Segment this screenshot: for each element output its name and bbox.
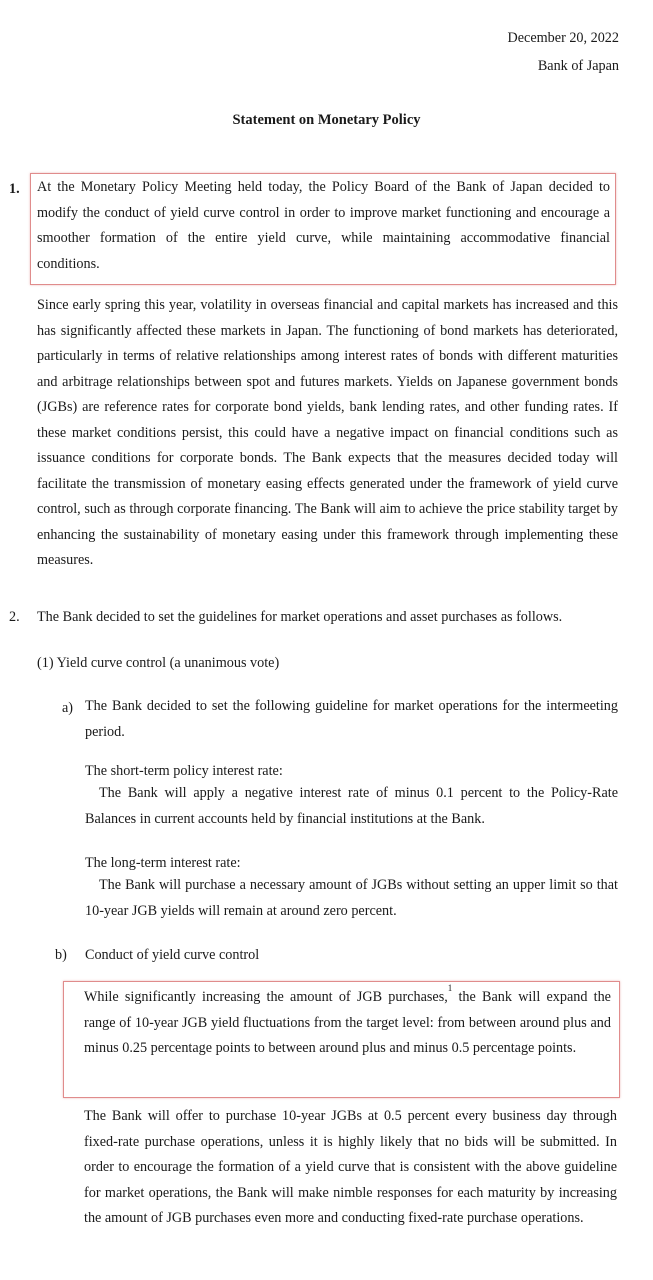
item-b-body: The Bank will offer to purchase 10-year JGBs at 0.5 percent every business day through fixed-rate purchase operations, unless it is highly likely that no bids will be submitted. In order to encourage the formation of a yield curve that is consistent with the above guideline for market operations, the Bank will make nimble responses for each maturity by increasing the amount of JGB purchases even more and conducting fixed-rate purchase operations. xyxy=(84,1108,617,1226)
statement-date: December 20, 2022 xyxy=(507,30,619,46)
long-term-heading: The long-term interest rate: xyxy=(85,855,241,871)
short-term-heading: The short-term policy interest rate: xyxy=(85,763,283,779)
page-title: Statement on Monetary Policy xyxy=(232,112,421,128)
footnote-reference[interactable]: 1 xyxy=(447,983,453,993)
short-term-text: The Bank will apply a negative interest rate of minus 0.1 percent to the Policy-Rate Balances in current accounts held by financial institutions at the Bank. xyxy=(85,785,618,827)
item-a-text: The Bank decided to set the following guideline for market operations for the intermeeting period. xyxy=(85,698,618,740)
section-1-body: Since early spring this year, volatility in overseas financial and capital markets has increased and this has significantly affected these markets in Japan. The functioning of bond markets has deteriorated, particularly in terms of relative relationships among interest rates of bonds with different maturities and arbitrage relationships between spot and futures markets. Yields on Japanese government bonds (JGBs) are reference rates for corporate bond yields, bank lending rates, and other funding rates. If these market conditions persist, this could have a negative impact on financial conditions such as issuance conditions for corporate bonds. The Bank expects that the measures decided today will facilitate the transmission of monetary easing effects generated under the framework of yield curve control, such as through corporate financing. The Bank will aim to achieve the price stability target by enhancing the sustainability of monetary easing under this framework through implementing these measures. xyxy=(37,297,618,568)
section-1-highlighted-text: At the Monetary Policy Meeting held today, the Policy Board of the Bank of Japan decided to modify the conduct of yield curve control in order to improve market functioning and encourage a smoother formation of the entire yield curve, while maintaining accommodative financial conditions. xyxy=(37,179,610,272)
section-2-number: 2. xyxy=(9,609,20,625)
item-b-highlighted-text xyxy=(84,985,611,1062)
item-b-highlighted-pre: While significantly increasing the amount of JGB purchases, xyxy=(84,989,448,1005)
subsection-1-label: (1) Yield curve control (a unanimous vote) xyxy=(37,655,280,671)
item-a-marker: a) xyxy=(62,700,74,716)
issuer-name: Bank of Japan xyxy=(537,58,619,74)
item-b-marker: b) xyxy=(55,947,67,963)
item-b-heading: Conduct of yield curve control xyxy=(85,947,260,963)
section-1-number: 1. xyxy=(9,181,20,197)
long-term-text: The Bank will purchase a necessary amount of JGBs without setting an upper limit so that 10-year JGB yields will remain at around zero percent. xyxy=(85,877,618,919)
section-2-intro: The Bank decided to set the guidelines for market operations and asset purchases as follows. xyxy=(37,609,563,625)
item-b-highlighted-post: the Bank will expand the range of 10-year JGB yield fluctuations from the target level: from between around plus and minus 0.25 percentage points to between around plus and minus 0.5 percentage points. xyxy=(84,989,611,1056)
